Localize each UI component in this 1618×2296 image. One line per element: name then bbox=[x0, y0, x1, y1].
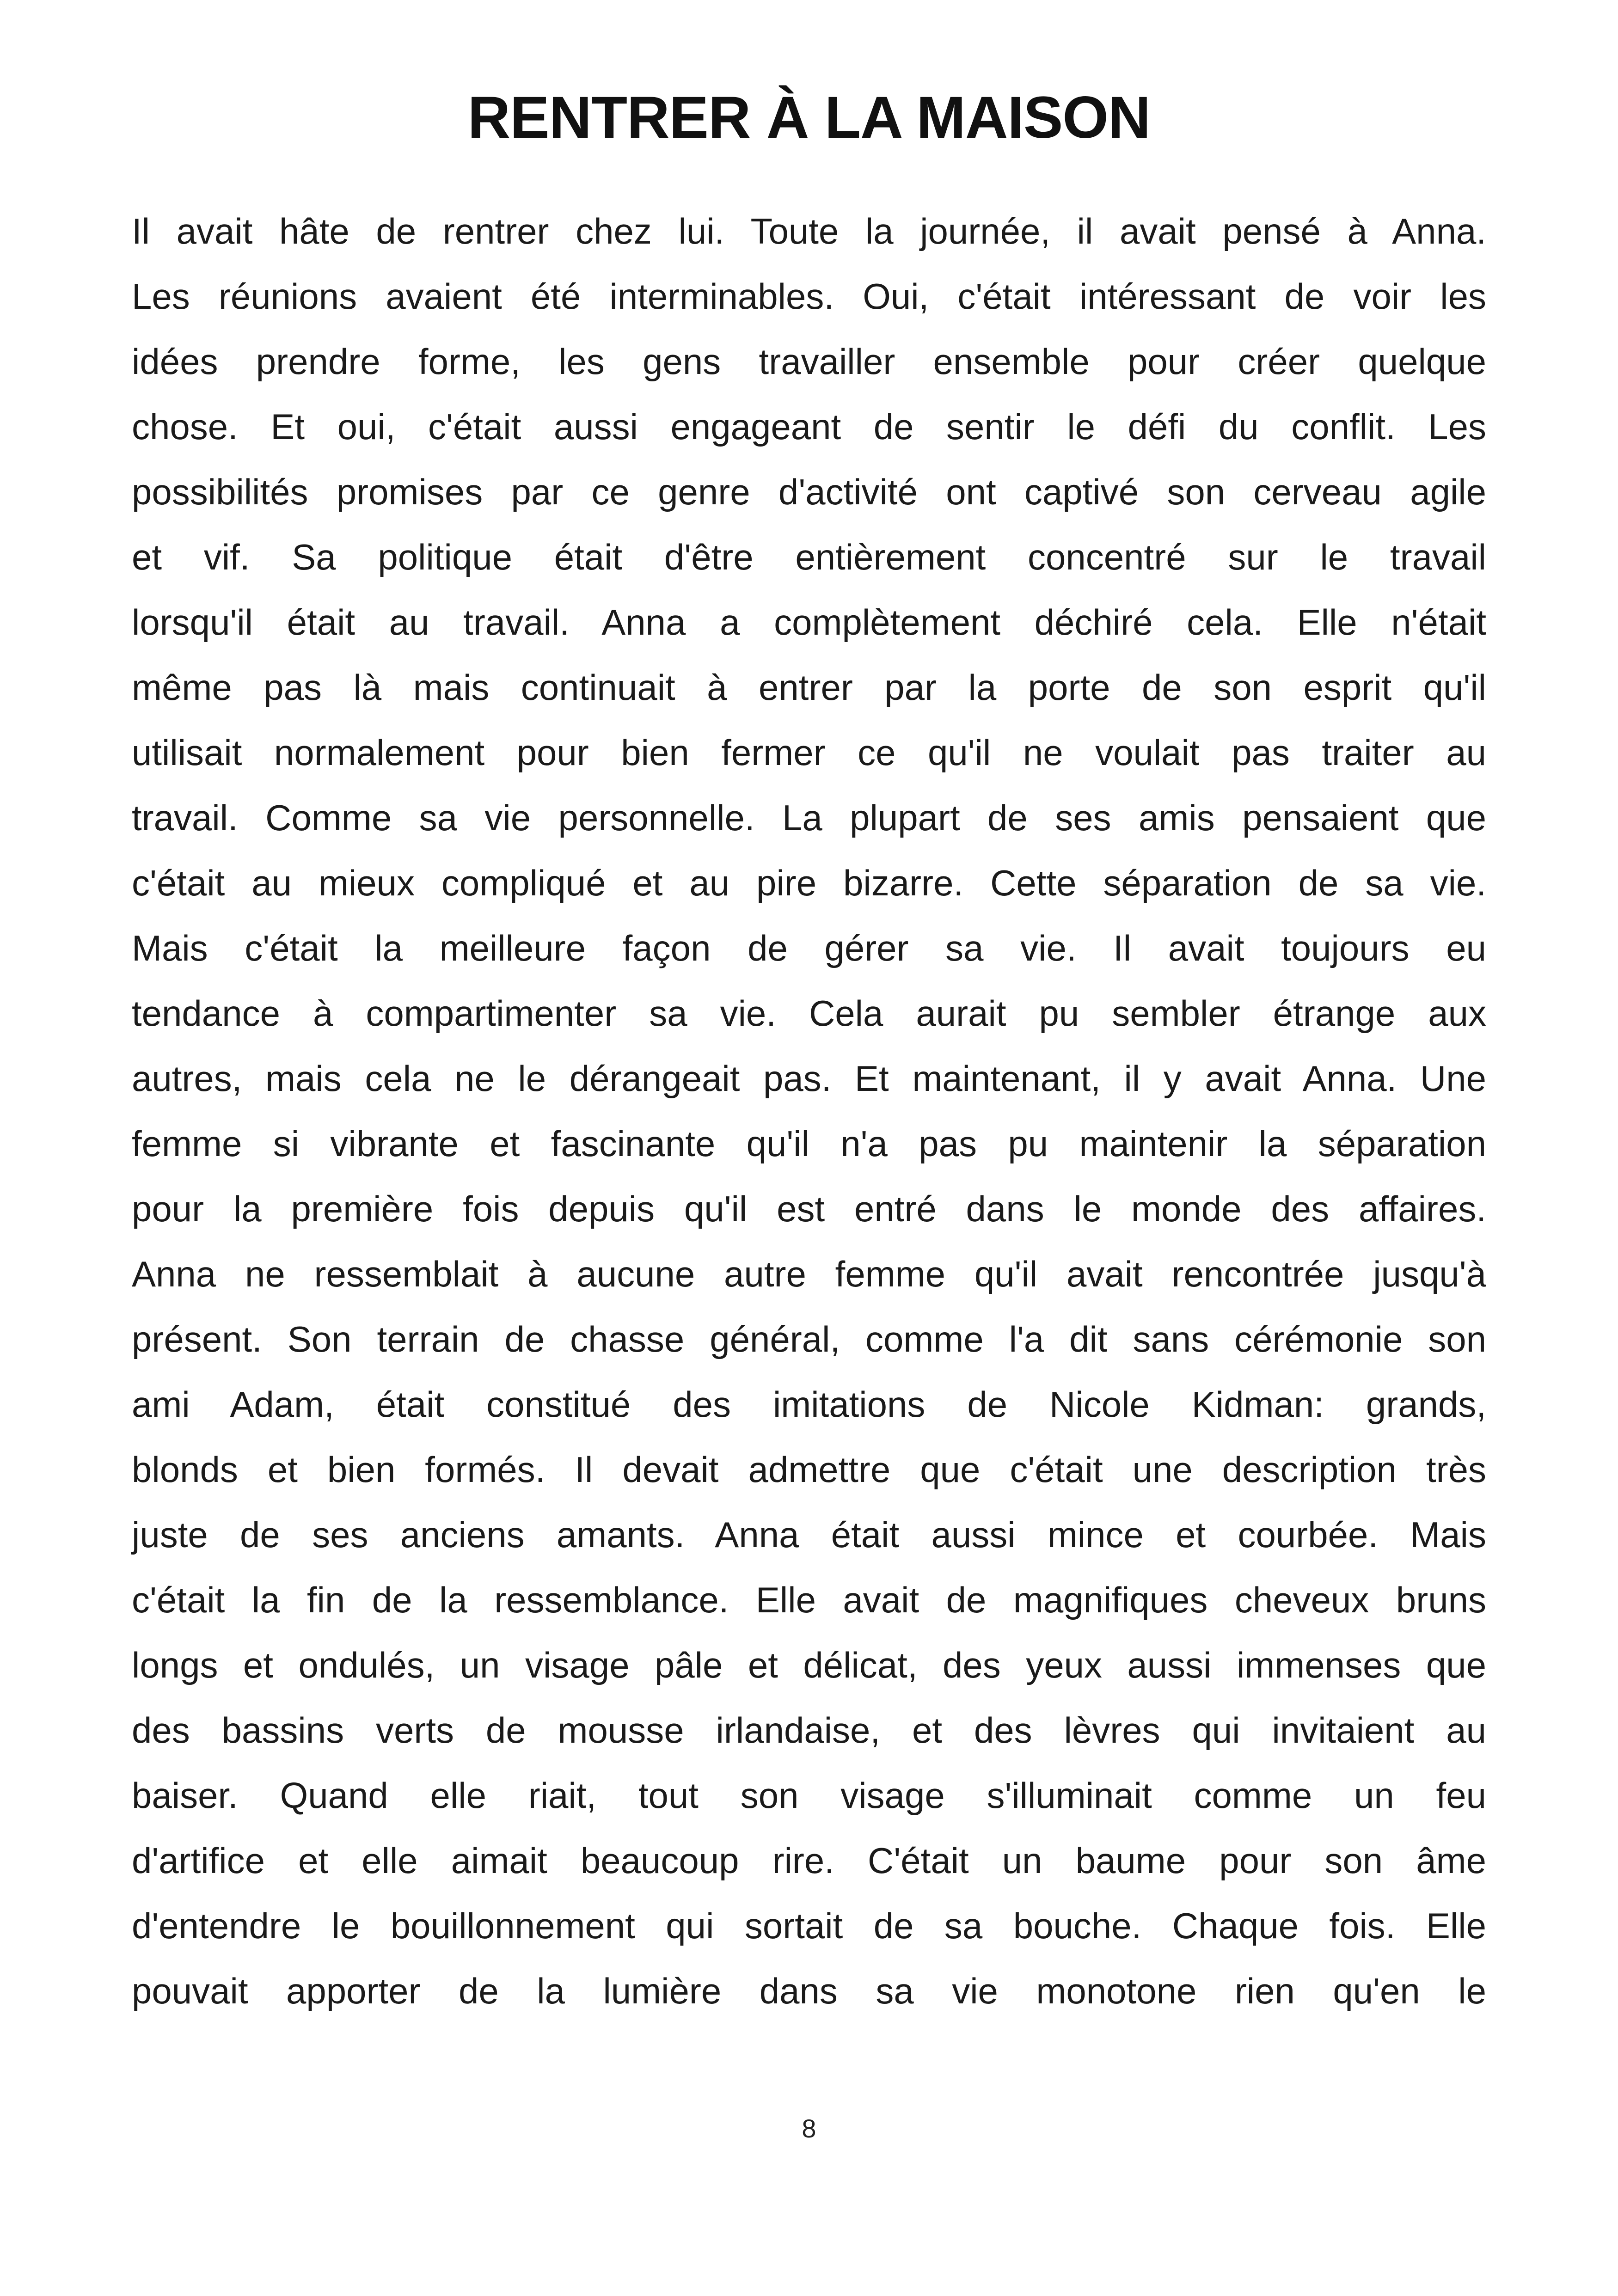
text-line: Mais c'était la meilleure façon de gérer sa vie. Il avait toujours eu bbox=[132, 928, 1486, 968]
text-line: autres, mais cela ne le dérangeait pas. Et maintenant, il y avait Anna. Une bbox=[132, 1058, 1486, 1099]
text-line: présent. Son terrain de chasse général, comme l'a dit sans cérémonie son bbox=[132, 1319, 1486, 1359]
chapter-title: RENTRER À LA MAISON bbox=[467, 85, 1151, 151]
text-line: pouvait apporter de la lumière dans sa vie monotone rien qu'en le bbox=[132, 1971, 1486, 2011]
text-line: Les réunions avaient été interminables. Oui, c'était intéressant de voir les bbox=[132, 276, 1486, 317]
text-line: lorsqu'il était au travail. Anna a complètement déchiré cela. Elle n'était bbox=[132, 602, 1486, 643]
text-line: chose. Et oui, c'était aussi engageant de sentir le défi du conflit. Les bbox=[132, 406, 1486, 447]
text-line: juste de ses anciens amants. Anna était aussi mince et courbée. Mais bbox=[132, 1514, 1486, 1555]
text-line: femme si vibrante et fascinante qu'il n'a pas pu maintenir la séparation bbox=[132, 1123, 1486, 1164]
text-line: d'artifice et elle aimait beaucoup rire. C'était un baume pour son âme bbox=[132, 1840, 1486, 1881]
text-line: tendance à compartimenter sa vie. Cela aurait pu sembler étrange aux bbox=[132, 993, 1486, 1034]
text-line: pour la première fois depuis qu'il est entré dans le monde des affaires. bbox=[132, 1188, 1486, 1229]
text-line: Anna ne ressemblait à aucune autre femme qu'il avait rencontrée jusqu'à bbox=[132, 1254, 1486, 1294]
text-line: blonds et bien formés. Il devait admettre que c'était une description très bbox=[132, 1449, 1486, 1490]
text-line: longs et ondulés, un visage pâle et délicat, des yeux aussi immenses que bbox=[132, 1645, 1486, 1685]
text-line: utilisait normalement pour bien fermer ce qu'il ne voulait pas traiter au bbox=[132, 732, 1486, 773]
text-line: et vif. Sa politique était d'être entièrement concentré sur le travail bbox=[132, 537, 1486, 577]
text-line: possibilités promises par ce genre d'activité ont captivé son cerveau agile bbox=[132, 471, 1486, 512]
text-line: travail. Comme sa vie personnelle. La plupart de ses amis pensaient que bbox=[132, 797, 1486, 838]
text-line: c'était la fin de la ressemblance. Elle avait de magnifiques cheveux bruns bbox=[132, 1580, 1486, 1620]
text-line: ami Adam, était constitué des imitations de Nicole Kidman: grands, bbox=[132, 1384, 1486, 1425]
text-line: baiser. Quand elle riait, tout son visage s'illuminait comme un feu bbox=[132, 1775, 1486, 1816]
text-line: des bassins verts de mousse irlandaise, et des lèvres qui invitaient au bbox=[132, 1710, 1486, 1751]
page-number: 8 bbox=[802, 2114, 816, 2143]
text-line: même pas là mais continuait à entrer par la porte de son esprit qu'il bbox=[132, 667, 1486, 708]
text-line: Il avait hâte de rentrer chez lui. Toute la journée, il avait pensé à Anna. bbox=[132, 211, 1486, 251]
text-line: d'entendre le bouillonnement qui sortait de sa bouche. Chaque fois. Elle bbox=[132, 1905, 1486, 1946]
text-line: idées prendre forme, les gens travailler ensemble pour créer quelque bbox=[132, 341, 1486, 382]
body-paragraph bbox=[132, 199, 1486, 2024]
text-line: c'était au mieux compliqué et au pire bizarre. Cette séparation de sa vie. bbox=[132, 863, 1486, 903]
